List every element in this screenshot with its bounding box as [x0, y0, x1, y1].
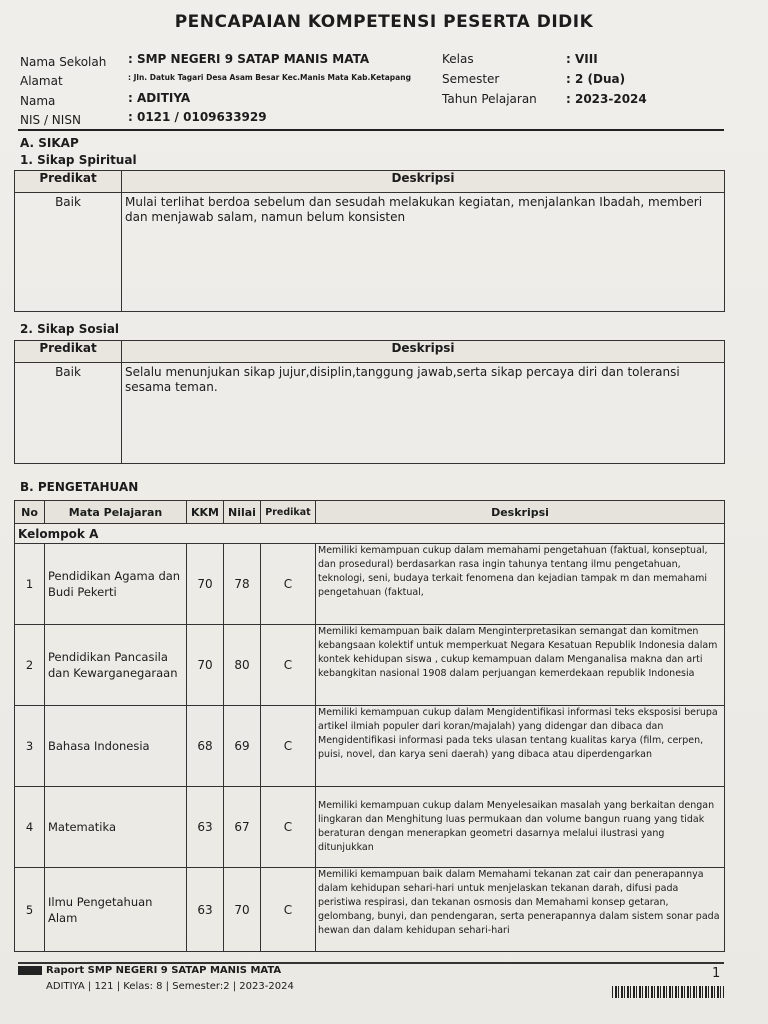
sikap-sosial-title: 2. Sikap Sosial: [20, 322, 120, 336]
row-mata-pelajaran: Ilmu Pengetahuan Alam: [45, 868, 187, 952]
alamat-value: : Jln. Datuk Tagari Desa Asam Besar Kec.Manis Mata Kab.Ketapang: [128, 73, 411, 82]
col-no: No: [15, 501, 45, 524]
group-label: Kelompok A: [15, 524, 725, 544]
row-kkm: 70: [187, 625, 224, 706]
row-nilai: 78: [224, 544, 261, 625]
row-nilai: 70: [224, 868, 261, 952]
row-deskripsi: Memiliki kemampuan cukup dalam Mengidentifikasi informasi teks eksposisi berupa artikel ilmiah populer dari koran/majalah) yang didengar dan dibaca dan Mengidentifikasi informasi pada teks ulasan tentang kualitas karya (film, cerpen, puisi, novel, dan karya seni daerah) yang dibaca atau diperdengarkan: [316, 706, 725, 787]
sikap-spiritual-table: [14, 170, 725, 312]
table-row: [15, 706, 725, 787]
row-mata-pelajaran: Bahasa Indonesia: [45, 706, 187, 787]
footer-divider: [18, 962, 724, 964]
sikap-spiritual-title: 1. Sikap Spiritual: [20, 153, 137, 167]
row-predikat: C: [261, 787, 316, 868]
row-no: 1: [15, 544, 45, 625]
kelas-label: Kelas: [442, 52, 474, 66]
page-number: 1: [712, 966, 721, 981]
row-kkm: 70: [187, 544, 224, 625]
page-title: PENCAPAIAN KOMPETENSI PESERTA DIDIK: [174, 12, 594, 32]
col-deskripsi: Deskripsi: [122, 341, 725, 363]
row-no: 3: [15, 706, 45, 787]
tahun-label: Tahun Pelajaran: [442, 92, 537, 106]
tahun-value: : 2023-2024: [566, 92, 647, 106]
nis-value: : 0121 / 0109633929: [128, 110, 267, 124]
sosial-deskripsi: Selalu menunjukan sikap jujur,disiplin,tanggung jawab,serta sikap percaya diri dan toleransi sesama teman.: [122, 363, 725, 464]
spiritual-predikat: Baik: [15, 193, 122, 312]
footer-mark: [18, 966, 42, 975]
spiritual-deskripsi: Mulai terlihat berdoa sebelum dan sesudah melakukan kegiatan, menjalankan Ibadah, memberi dan menjawab salam, namun belum konsisten: [122, 193, 725, 312]
nama-label: Nama: [20, 94, 56, 108]
nama-sekolah-label: Nama Sekolah: [20, 55, 107, 69]
col-mata-pelajaran: Mata Pelajaran: [45, 501, 187, 524]
row-no: 2: [15, 625, 45, 706]
row-kkm: 63: [187, 868, 224, 952]
col-nilai: Nilai: [224, 501, 261, 524]
row-predikat: C: [261, 544, 316, 625]
row-no: 4: [15, 787, 45, 868]
col-deskripsi: Deskripsi: [122, 171, 725, 193]
pengetahuan-table: [14, 500, 725, 952]
barcode-icon: [612, 986, 724, 998]
col-deskripsi: Deskripsi: [316, 501, 725, 524]
nama-value: : ADITIYA: [128, 91, 191, 105]
row-no: 5: [15, 868, 45, 952]
col-predikat: Predikat: [15, 171, 122, 193]
col-predikat: Predikat: [15, 341, 122, 363]
semester-label: Semester: [442, 72, 500, 86]
table-row: [15, 787, 725, 868]
footer-student-info: ADITIYA | 121 | Kelas: 8 | Semester:2 | 2023-2024: [46, 981, 294, 992]
row-mata-pelajaran: Pendidikan Pancasila dan Kewarganegaraan: [45, 625, 187, 706]
row-deskripsi: Memiliki kemampuan cukup dalam memahami pengetahuan (faktual, konseptual, dan prosedural) berdasarkan rasa ingin tahunya tentang ilmu pengetahuan, teknologi, seni, budaya terkait fenomena dan kejadian tampak m dan memahami pengetahuan (faktual,: [316, 544, 725, 625]
section-b-title: B. PENGETAHUAN: [20, 480, 139, 494]
table-row: [15, 544, 725, 625]
row-nilai: 69: [224, 706, 261, 787]
row-deskripsi: Memiliki kemampuan baik dalam Memahami tekanan zat cair dan penerapannya dalam kehidupan sehari-hari untuk menjelaskan tekanan darah, difusi pada peristiwa respirasi, dan tekanan osmosis dan Memahami konsep getaran, gelombang, bunyi, dan pendengaran, serta penerapannya dalam sistem sonar pada hewan dan dalam kehidupan sehari-hari: [316, 868, 725, 952]
header-divider: [18, 129, 724, 131]
row-deskripsi: Memiliki kemampuan baik dalam Menginterpretasikan semangat dan komitmen kebangsaan kolektif untuk memperkuat Negara Kesatuan Republik Indonesia dalam kontek kehidupan siswa , cukup kemampuan dalam Menganalisa makna dan arti kebangkitan nasional 1908 dalam perjuangan kemerdekaan republik Indonesia: [316, 625, 725, 706]
row-deskripsi: Memiliki kemampuan cukup dalam Menyelesaikan masalah yang berkaitan dengan lingkaran dan Menghitung luas permukaan dan volume bangun ruang yang tidak beraturan dengan menerapkan geometri dasarnya melalui ilustrasi yang ditunjukkan: [316, 787, 725, 868]
footer-report-title: Raport SMP NEGERI 9 SATAP MANIS MATA: [46, 965, 282, 976]
row-nilai: 80: [224, 625, 261, 706]
semester-value: : 2 (Dua): [566, 72, 626, 86]
table-row: [15, 625, 725, 706]
row-nilai: 67: [224, 787, 261, 868]
sosial-predikat: Baik: [15, 363, 122, 464]
col-predikat: Predikat: [261, 501, 316, 524]
row-predikat: C: [261, 868, 316, 952]
alamat-label: Alamat: [20, 74, 63, 88]
row-kkm: 68: [187, 706, 224, 787]
nis-label: NIS / NISN: [20, 113, 81, 127]
nama-sekolah-value: : SMP NEGERI 9 SATAP MANIS MATA: [128, 52, 370, 66]
row-predikat: C: [261, 625, 316, 706]
col-kkm: KKM: [187, 501, 224, 524]
table-row: [15, 868, 725, 952]
row-predikat: C: [261, 706, 316, 787]
row-mata-pelajaran: Matematika: [45, 787, 187, 868]
section-a-title: A. SIKAP: [20, 136, 79, 150]
sikap-sosial-table: [14, 340, 725, 464]
kelas-value: : VIII: [566, 52, 598, 66]
row-mata-pelajaran: Pendidikan Agama dan Budi Pekerti: [45, 544, 187, 625]
row-kkm: 63: [187, 787, 224, 868]
